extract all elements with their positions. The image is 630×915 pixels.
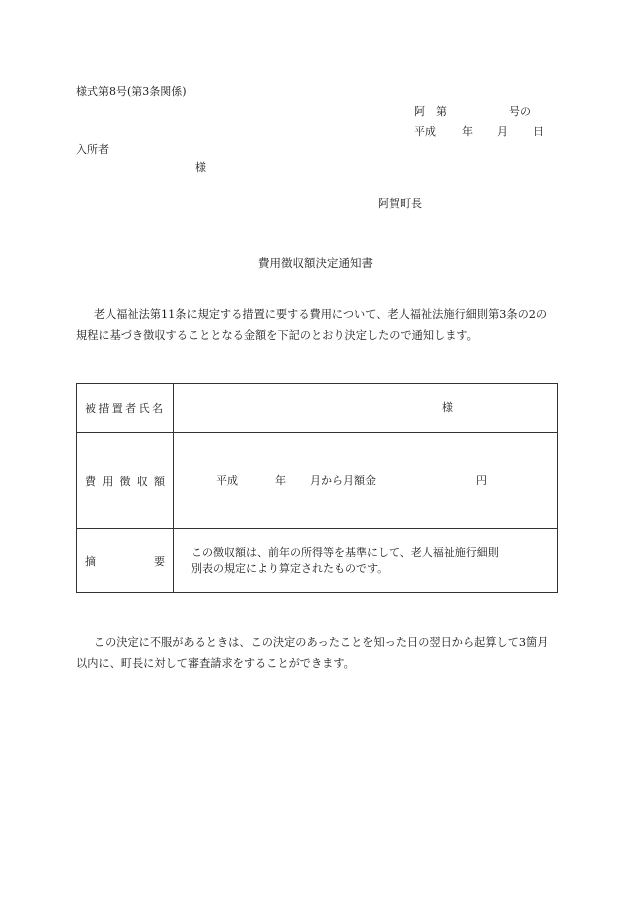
label-char: 用 bbox=[102, 474, 114, 488]
subject-honorific: 様 bbox=[442, 401, 453, 414]
fee-era: 平成 bbox=[216, 473, 238, 487]
recipient-label: 入所者 bbox=[76, 143, 109, 156]
issuer: 阿賀町長 bbox=[378, 197, 422, 210]
remarks-label bbox=[77, 529, 174, 593]
label-char: 徴 bbox=[119, 474, 131, 488]
remarks-line: この徴収額は、前年の所得等を基準にして、老人福祉施行細則 bbox=[191, 545, 499, 559]
fee-year: 年 bbox=[275, 473, 286, 487]
document-title: 費用徴収額決定通知書 bbox=[258, 256, 373, 270]
appeal-notice: この決定に不服があるときは、この決定のあったことを知った日の翌日から起算して3箇月以内に、町長に対して審査請求をすることができます。 bbox=[76, 636, 549, 670]
label-char: 措 bbox=[98, 402, 110, 415]
date-era: 平成 bbox=[414, 125, 436, 138]
label-char: 収 bbox=[136, 474, 148, 488]
remarks-value bbox=[174, 529, 558, 593]
reference-number-suffix: 号の bbox=[509, 105, 531, 118]
subject-name-value bbox=[174, 384, 558, 433]
table-row bbox=[77, 529, 558, 593]
fee-amount-label bbox=[77, 433, 174, 529]
label-char: 名 bbox=[151, 402, 163, 415]
label-char: 被 bbox=[85, 402, 96, 415]
form-number: 様式第8号(第3条関係) bbox=[76, 85, 187, 98]
fee-amount-value bbox=[174, 433, 558, 529]
label-char: 費 bbox=[85, 474, 96, 488]
label-char: 者 bbox=[125, 402, 137, 415]
fee-month-text: 月から月額金 bbox=[310, 473, 376, 487]
date-day: 日 bbox=[533, 125, 544, 138]
label-char: 額 bbox=[154, 474, 165, 488]
fee-table bbox=[76, 383, 558, 593]
label-char: 置 bbox=[111, 402, 123, 415]
date-year: 年 bbox=[462, 125, 473, 138]
table-row bbox=[77, 433, 558, 529]
remarks-line: 別表の規定により算定されたものです。 bbox=[191, 561, 389, 575]
table-row bbox=[77, 384, 558, 433]
fee-yen: 円 bbox=[476, 473, 487, 487]
label-char: 摘 bbox=[85, 554, 96, 568]
date-month: 月 bbox=[497, 125, 508, 138]
recipient-honorific: 様 bbox=[195, 161, 206, 174]
label-char: 氏 bbox=[138, 402, 150, 415]
body-paragraph: 老人福祉法第11条に規定する措置に要する費用について、老人福祉法施行細則第3条の2の規程に基づき徴収することとなる金額を下記のとおり決定したので通知します。 bbox=[76, 308, 548, 342]
reference-number-prefix: 阿 第 bbox=[414, 105, 447, 118]
subject-name-label bbox=[77, 384, 174, 433]
label-char: 要 bbox=[154, 554, 165, 568]
